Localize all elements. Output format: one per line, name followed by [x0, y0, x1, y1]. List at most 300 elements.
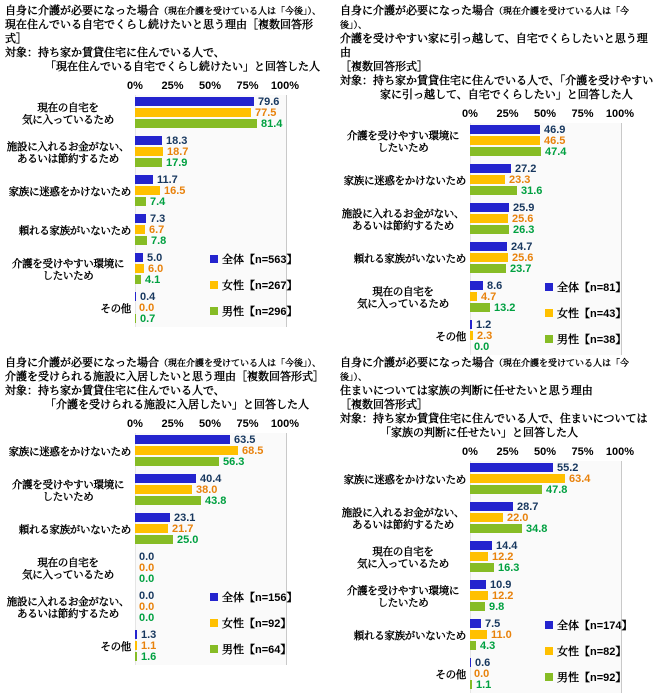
category-label-line: その他 — [100, 302, 131, 315]
value-label: 11.7 — [157, 173, 178, 186]
chart-title-note: （現在介護を受けている人は「今後」）、 — [340, 358, 630, 382]
bar-line — [470, 580, 655, 589]
value-label: 31.6 — [521, 184, 543, 197]
x-axis — [5, 418, 327, 432]
x-axis-tick: 50% — [533, 446, 557, 458]
chart-title-line: ［複数回答形式］ — [340, 399, 428, 411]
chart-title-line: 住まいについては家族の判断に任せたいと思う理由 — [340, 385, 593, 397]
value-label: 16.3 — [498, 561, 520, 574]
bar-line — [470, 164, 655, 173]
value-label: 17.9 — [166, 156, 188, 169]
x-axis-tick: 50% — [198, 80, 222, 92]
x-axis-tick: 75% — [571, 108, 594, 120]
category-label-line: その他 — [435, 668, 466, 681]
legend-label-josei: 女性【n=267】 — [222, 280, 298, 292]
bar-josei — [470, 331, 473, 340]
bar-josei — [135, 485, 192, 494]
bar-josei — [470, 175, 505, 184]
category-label-line: 現在の自宅を — [372, 545, 434, 558]
bar-zentai — [135, 630, 137, 639]
bar-zentai — [135, 513, 170, 522]
bar-josei — [135, 641, 137, 650]
plot-area — [5, 435, 327, 663]
bar-group — [470, 580, 655, 613]
value-label: 7.5 — [485, 617, 501, 630]
bar-dansei — [470, 602, 485, 611]
x-axis-tick: 100% — [605, 446, 635, 458]
bar-dansei — [470, 524, 522, 533]
legend-swatch-josei — [210, 619, 218, 627]
chart-title — [5, 356, 327, 412]
x-axis-tick: 0% — [127, 418, 143, 430]
value-label: 9.8 — [489, 600, 505, 613]
value-label: 18.3 — [166, 134, 188, 147]
category-label — [340, 463, 470, 496]
value-label: 1.1 — [141, 639, 157, 652]
category-label-line: あるいは節約するため — [352, 518, 454, 531]
category-row — [5, 513, 327, 546]
bar-line — [135, 474, 327, 483]
category-label-line: したいため — [377, 141, 429, 154]
bar-zentai — [470, 203, 509, 212]
legend-swatch-josei — [210, 281, 218, 289]
category-label — [5, 630, 135, 663]
bar-josei — [470, 630, 487, 639]
bar-josei — [135, 108, 251, 117]
legend-label-dansei: 男性【n=38】 — [557, 334, 627, 346]
chart-title-main: 自身に介護が必要になった場合 — [5, 5, 159, 17]
bar-line — [135, 158, 327, 167]
bar-dansei — [135, 119, 257, 128]
bar-line — [470, 242, 655, 251]
bar-line — [470, 175, 655, 184]
bar-zentai — [470, 658, 471, 667]
chart-target-line: 「介護を受けられる施設に入居したい」と回答した人 — [45, 399, 309, 411]
bar-josei — [470, 214, 508, 223]
value-label: 16.5 — [164, 184, 186, 197]
bar-group — [470, 125, 655, 158]
legend-label-dansei: 男性【n=92】 — [557, 672, 627, 684]
x-axis-tick: 0% — [462, 446, 478, 458]
bar-line — [135, 552, 327, 561]
bar-group — [135, 552, 327, 585]
value-label: 21.7 — [172, 522, 194, 535]
chart-title-line: 介護を受けられる施設に入居したいと思う理由［複数回答形式］ — [5, 371, 324, 383]
value-label: 46.5 — [544, 134, 566, 147]
value-label: 56.3 — [223, 455, 245, 468]
legend-swatch-zentai — [545, 283, 553, 291]
category-row — [5, 175, 327, 208]
legend — [210, 589, 298, 657]
value-label: 43.8 — [205, 494, 227, 507]
legend-swatch-josei — [545, 309, 553, 317]
category-label-line: 介護を受けやすい環境に — [11, 478, 125, 491]
x-axis-tick: 0% — [127, 80, 143, 92]
bar-dansei — [135, 457, 219, 466]
category-label — [340, 580, 470, 613]
value-label: 7.4 — [150, 195, 166, 208]
x-axis-tick: 100% — [270, 418, 300, 430]
bar-line — [470, 147, 655, 156]
bar-zentai — [135, 97, 254, 106]
value-label: 40.4 — [200, 472, 222, 485]
value-label: 2.3 — [477, 329, 493, 342]
category-label — [5, 292, 135, 325]
value-label: 7.3 — [150, 212, 166, 225]
category-label — [5, 97, 135, 130]
value-label: 1.1 — [476, 678, 492, 691]
chart-title-line — [340, 4, 655, 32]
category-label-line: 現在の自宅を — [372, 285, 434, 298]
bar-line — [135, 485, 327, 494]
category-label-line: 家族に迷惑をかけないため — [343, 473, 466, 486]
value-label: 63.5 — [234, 433, 256, 446]
bar-josei — [470, 136, 540, 145]
chart-title-line: 現在住んでいる自宅でくらし続けたいと思う理由［複数回答形式］ — [5, 19, 313, 45]
bar-dansei — [470, 303, 490, 312]
bar-josei — [470, 552, 488, 561]
legend-label-josei: 女性【n=82】 — [557, 646, 627, 658]
value-label: 8.6 — [487, 279, 503, 292]
value-label: 0.0 — [139, 572, 155, 585]
value-label: 63.4 — [569, 472, 591, 485]
value-label: 24.7 — [511, 240, 533, 253]
bar-line — [470, 214, 655, 223]
legend-item-dansei — [545, 331, 626, 347]
legend-item-zentai — [210, 251, 298, 267]
category-label-line: 施設に入れるお金がない、 — [341, 506, 465, 519]
category-label — [5, 136, 135, 169]
category-label-line: 介護を受けやすい環境に — [346, 584, 460, 597]
bar-dansei — [470, 485, 542, 494]
chart-title-note: （現在介護を受けている人は「今後」）、 — [159, 6, 322, 16]
legend-item-josei — [210, 277, 298, 293]
legend-swatch-dansei — [545, 673, 553, 681]
bar-zentai — [135, 435, 230, 444]
category-label-line: あるいは節約するため — [17, 152, 119, 165]
value-label: 6.0 — [148, 262, 164, 275]
bar-group — [135, 136, 327, 169]
bar-dansei — [470, 147, 541, 156]
legend-label-zentai: 全体【n=174】 — [557, 620, 633, 632]
bar-group — [135, 175, 327, 208]
category-label-line: あるいは節約するため — [17, 607, 119, 620]
value-label: 1.6 — [141, 650, 157, 663]
category-label-line: 介護を受けやすい環境に — [346, 129, 460, 142]
value-label: 0.6 — [475, 656, 491, 669]
bar-dansei — [135, 496, 201, 505]
chart-target-line: 対象：持ち家か賃貸住宅に住んでいる人で、 — [5, 385, 225, 397]
value-label: 13.2 — [494, 301, 516, 314]
bar-zentai — [135, 474, 196, 483]
legend-item-dansei — [210, 641, 298, 657]
bar-line — [135, 236, 327, 245]
bar-dansei — [470, 225, 509, 234]
bar-group — [135, 214, 327, 247]
bar-line — [470, 563, 655, 572]
x-axis-tick: 25% — [496, 108, 519, 120]
chart-top-right — [328, 0, 655, 353]
category-label-line: したいため — [42, 269, 94, 282]
value-label: 1.2 — [476, 318, 492, 331]
x-axis-tick: 100% — [605, 108, 635, 120]
category-row — [340, 164, 655, 197]
plot-area — [340, 463, 655, 691]
bar-zentai — [470, 164, 511, 173]
category-label — [5, 552, 135, 585]
bar-line — [135, 563, 327, 572]
bar-line — [135, 524, 327, 533]
bar-josei — [135, 264, 144, 273]
bar-group — [470, 203, 655, 236]
x-axis — [340, 108, 655, 122]
value-label: 23.7 — [510, 262, 532, 275]
x-axis-tick: 50% — [198, 418, 222, 430]
bar-dansei — [135, 236, 147, 245]
x-axis-tick: 50% — [533, 108, 557, 120]
bar-josei — [470, 292, 477, 301]
bar-zentai — [470, 580, 486, 589]
value-label: 0.0 — [139, 550, 155, 563]
bar-josei — [135, 225, 145, 234]
x-axis-tick: 100% — [270, 80, 300, 92]
bar-line — [135, 513, 327, 522]
value-label: 7.8 — [151, 234, 167, 247]
bar-zentai — [135, 253, 143, 262]
value-label: 4.1 — [145, 273, 161, 286]
bar-line — [470, 502, 655, 511]
value-label: 0.0 — [474, 340, 490, 353]
category-label — [340, 242, 470, 275]
bar-zentai — [135, 136, 162, 145]
category-label-line: 現在の自宅を — [37, 556, 99, 569]
category-row — [5, 214, 327, 247]
bar-dansei — [135, 652, 137, 661]
bar-line — [470, 264, 655, 273]
legend-swatch-zentai — [210, 255, 218, 263]
legend-item-dansei — [545, 669, 633, 685]
bar-line — [135, 119, 327, 128]
category-label-line: 頼れる家族がいないため — [18, 224, 131, 237]
chart-title-line: ［複数回答形式］ — [340, 61, 428, 73]
category-label — [5, 474, 135, 507]
bar-line — [470, 225, 655, 234]
legend-item-zentai — [545, 617, 633, 633]
bar-dansei — [470, 680, 472, 689]
value-label: 0.4 — [140, 290, 156, 303]
bar-dansei — [470, 264, 506, 273]
category-label — [340, 203, 470, 236]
bar-line — [135, 108, 327, 117]
value-label: 11.0 — [491, 628, 512, 641]
bar-line — [470, 136, 655, 145]
value-label: 0.0 — [139, 561, 155, 574]
legend — [210, 251, 298, 319]
category-label — [5, 591, 135, 624]
legend-label-zentai: 全体【n=563】 — [222, 254, 298, 266]
category-row — [5, 435, 327, 468]
value-label: 27.2 — [515, 162, 537, 175]
x-axis-tick: 25% — [161, 80, 184, 92]
value-label: 18.7 — [167, 145, 189, 158]
category-row — [5, 552, 327, 585]
chart-title-main: 自身に介護が必要になった場合 — [340, 357, 494, 369]
chart-title-main: 自身に介護が必要になった場合 — [340, 5, 494, 17]
legend-item-zentai — [210, 589, 298, 605]
chart-title-line — [340, 356, 655, 384]
bar-line — [135, 435, 327, 444]
bar-zentai — [135, 292, 136, 301]
x-axis-tick: 75% — [236, 418, 259, 430]
bar-line — [470, 513, 655, 522]
category-label — [340, 164, 470, 197]
bar-zentai — [470, 125, 540, 134]
legend-label-josei: 女性【n=92】 — [222, 618, 292, 630]
legend-swatch-zentai — [210, 593, 218, 601]
bar-line — [470, 463, 655, 472]
category-label — [340, 125, 470, 158]
category-label — [340, 619, 470, 652]
category-label-line: 現在の自宅を — [37, 101, 99, 114]
bar-zentai — [470, 463, 553, 472]
bar-line — [135, 535, 327, 544]
value-label: 26.3 — [513, 223, 535, 236]
bar-line — [470, 602, 655, 611]
value-label: 77.5 — [255, 106, 277, 119]
category-label — [5, 253, 135, 286]
bar-line — [470, 253, 655, 262]
value-label: 34.8 — [526, 522, 548, 535]
value-label: 55.2 — [557, 461, 579, 474]
plot-area — [340, 125, 655, 353]
legend-swatch-zentai — [545, 621, 553, 629]
bar-line — [135, 186, 327, 195]
plot-area — [5, 97, 327, 325]
value-label: 0.7 — [140, 312, 156, 325]
legend-swatch-josei — [545, 647, 553, 655]
bar-line — [135, 574, 327, 583]
bar-dansei — [135, 197, 146, 206]
bar-line — [135, 136, 327, 145]
bar-group — [135, 474, 327, 507]
category-row — [5, 136, 327, 169]
category-row — [5, 474, 327, 507]
bar-group — [470, 541, 655, 574]
value-label: 12.2 — [492, 589, 514, 602]
bar-line — [470, 125, 655, 134]
category-label-line: 気に入っているため — [22, 113, 114, 126]
chart-title-note: （現在介護を受けている人は「今後」）、 — [340, 6, 630, 30]
legend — [545, 617, 633, 685]
value-label: 25.9 — [513, 201, 535, 214]
x-axis-tick: 25% — [496, 446, 519, 458]
bar-josei — [135, 147, 163, 156]
category-row — [340, 502, 655, 535]
bar-line — [135, 225, 327, 234]
chart-top-left — [0, 0, 327, 348]
bar-josei — [470, 513, 503, 522]
value-label: 4.3 — [480, 639, 496, 652]
bar-dansei — [135, 158, 162, 167]
bar-line — [135, 446, 327, 455]
category-label-line: 頼れる家族がいないため — [353, 629, 466, 642]
chart-title — [340, 356, 655, 440]
category-row — [5, 97, 327, 130]
value-label: 46.9 — [544, 123, 566, 136]
chart-target-line: 「家族の判断に任せたい」と回答した人 — [380, 427, 578, 439]
category-row — [340, 242, 655, 275]
bar-josei — [135, 446, 238, 455]
value-label: 14.4 — [496, 539, 518, 552]
legend-swatch-dansei — [545, 335, 553, 343]
chart-title-note: （現在介護を受けている人は「今後」）、 — [159, 358, 322, 368]
bar-dansei — [135, 275, 141, 284]
legend-item-zentai — [545, 279, 626, 295]
bar-group — [135, 435, 327, 468]
legend-label-josei: 女性【n=43】 — [557, 308, 627, 320]
category-label-line: あるいは節約するため — [352, 219, 454, 232]
category-label — [340, 320, 470, 353]
chart-bottom-left — [0, 352, 327, 700]
value-label: 0.0 — [139, 589, 155, 602]
category-label — [340, 502, 470, 535]
bar-zentai — [135, 175, 153, 184]
x-axis — [340, 446, 655, 460]
value-label: 12.2 — [492, 550, 514, 563]
bar-line — [470, 203, 655, 212]
bar-zentai — [470, 242, 507, 251]
legend-item-josei — [210, 615, 298, 631]
category-label — [340, 541, 470, 574]
bar-group — [135, 97, 327, 130]
bar-josei — [470, 474, 565, 483]
category-label-line: 家族に迷惑をかけないため — [8, 185, 131, 198]
value-label: 6.7 — [149, 223, 165, 236]
chart-title-line — [5, 4, 327, 18]
x-axis-tick: 25% — [161, 418, 184, 430]
value-label: 0.0 — [139, 600, 155, 613]
value-label: 38.0 — [196, 483, 218, 496]
legend-swatch-dansei — [210, 307, 218, 315]
bar-group — [470, 463, 655, 496]
chart-title — [340, 4, 655, 102]
bar-dansei — [135, 314, 136, 323]
category-label — [5, 214, 135, 247]
bar-line — [135, 175, 327, 184]
legend-label-dansei: 男性【n=296】 — [222, 306, 298, 318]
value-label: 28.7 — [517, 500, 539, 513]
bar-zentai — [470, 619, 481, 628]
bar-josei — [135, 186, 160, 195]
category-row — [340, 580, 655, 613]
value-label: 23.3 — [509, 173, 531, 186]
bar-line — [135, 496, 327, 505]
category-label-line: 気に入っているため — [357, 557, 449, 570]
category-label-line: 施設に入れるお金がない、 — [341, 207, 465, 220]
category-label-line: 気に入っているため — [357, 297, 449, 310]
chart-title-main: 自身に介護が必要になった場合 — [5, 357, 159, 369]
chart-title-line: 介護を受けやすい家に引っ越して、自宅でくらしたいと思う理由 — [340, 33, 648, 59]
bar-line — [470, 552, 655, 561]
value-label: 68.5 — [242, 444, 264, 457]
x-axis-tick: 75% — [571, 446, 594, 458]
chart-title — [5, 4, 327, 74]
bar-josei — [470, 253, 508, 262]
category-label-line: 家族に迷惑をかけないため — [8, 445, 131, 458]
bar-zentai — [470, 502, 513, 511]
bar-zentai — [470, 320, 472, 329]
chart-target-line: 対象：持ち家か賃貸住宅に住んでいる人で、住まいについては — [340, 413, 648, 425]
